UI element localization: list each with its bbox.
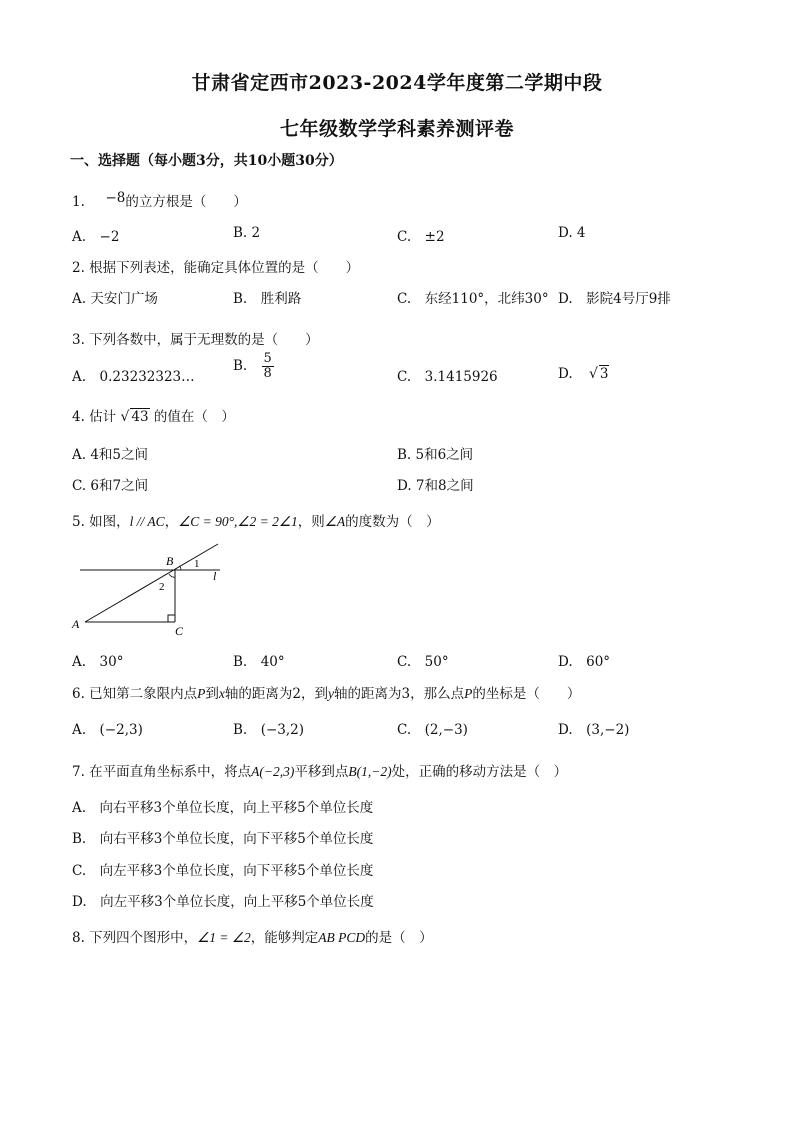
question-8-part1: 8. 下列四个图形中， [72, 930, 198, 946]
question-7-point-b: B(1,−2) [348, 764, 392, 779]
q5-geometry-figure [70, 540, 230, 640]
q1-option-c: C. ±2 [397, 229, 445, 245]
question-7-part2: 平移到点 [294, 764, 349, 780]
question-8-part3: 的是（ ） [365, 930, 433, 946]
label-c: C [175, 624, 184, 638]
paper-title-line2: 七年级数学学科素养测评卷 [279, 118, 514, 140]
label-angle-1: 1 [194, 558, 200, 570]
q6-option-c: C. (2,−3) [397, 722, 468, 738]
q4-option-b: B. 5和6之间 [397, 447, 474, 463]
question-6 [72, 682, 580, 702]
question-1-expression: −8 [105, 190, 126, 206]
q3-option-d [558, 365, 609, 382]
question-5-suffix: 的度数为（ ） [345, 514, 440, 530]
angle-1-arc-icon [179, 566, 181, 570]
q3-option-d-radicand: 3 [599, 366, 609, 382]
label-a: A [72, 617, 80, 631]
radical-sign-icon: √ [120, 409, 130, 425]
right-angle-mark-icon [168, 615, 175, 622]
q4-option-c: C. 6和7之间 [72, 478, 149, 494]
q5-option-b: B. 40° [233, 654, 285, 670]
question-1-text: 的立方根是（ ） [125, 194, 247, 210]
question-6-part3: 轴的距离为2，到 [224, 686, 329, 702]
question-7-point-a: A(−2,3) [251, 764, 295, 779]
question-6-part5: 的坐标是（ ） [472, 686, 581, 702]
q6-option-a: A. (−2,3) [72, 722, 143, 738]
question-1-number: 1. [72, 194, 85, 210]
q4-option-a: A. 4和5之间 [72, 447, 149, 463]
question-5-prefix: 5. 如图， [72, 514, 130, 530]
angle-2-arc-icon [169, 574, 175, 577]
question-6-part2: 到 [205, 686, 219, 702]
question-7-part3: 处，正确的移动方法是（ ） [391, 764, 568, 780]
q1-option-d: D. 4 [558, 225, 586, 241]
question-6-point-p: P [197, 686, 206, 701]
question-5-mid: ，则 [297, 514, 325, 530]
fraction-numerator: 5 [263, 351, 272, 366]
question-6-point-p-2: P [464, 686, 473, 701]
q3-option-b [233, 352, 274, 380]
section-heading: 一、选择题（每小题3分，共10小题30分） [70, 153, 343, 169]
q6-option-b: B. (−3,2) [233, 722, 305, 738]
q3-option-a: A. 0.23232323… [72, 369, 195, 385]
q4-option-d: D. 7和8之间 [397, 478, 474, 494]
label-line-l: l [213, 569, 217, 583]
q3-option-b-label: B. [233, 358, 248, 375]
question-2-text: 2. 根据下列表述，能确定具体位置的是（ ） [72, 260, 360, 276]
question-8-relation: AB PCD [318, 930, 366, 945]
question-3-text: 3. 下列各数中，属于无理数的是（ ） [72, 332, 319, 348]
q7-option-a: A. 向右平移3个单位长度，向上平移5个单位长度 [72, 800, 374, 816]
q3-option-d-label: D. [558, 366, 573, 382]
q5-option-c: C. 50° [397, 654, 449, 670]
q2-option-c: C. 东经110°，北纬30° [397, 291, 549, 307]
question-6-x: x [218, 686, 225, 701]
q7-option-d: D. 向左平移3个单位长度，向上平移5个单位长度 [72, 894, 374, 910]
q5-option-d: D. 60° [558, 654, 611, 670]
q3-option-b-fraction [262, 352, 274, 380]
question-6-part4: 轴的距离为3，那么点 [334, 686, 465, 702]
q2-option-a: A. 天安门广场 [72, 291, 158, 307]
label-b: B [166, 554, 174, 568]
question-1 [72, 190, 247, 210]
question-7-part1: 7. 在平面直角坐标系中，将点 [72, 764, 252, 780]
question-5-separator: ， [164, 514, 179, 530]
transversal-ab [85, 544, 218, 622]
question-7 [72, 760, 567, 780]
question-4-prefix: 4. 估计 [72, 409, 117, 425]
q5-option-a: A. 30° [72, 654, 124, 670]
question-5 [72, 510, 440, 530]
question-4-radicand: 43 [131, 409, 149, 425]
q7-option-c: C. 向左平移3个单位长度，向下平移5个单位长度 [72, 863, 374, 879]
question-6-y: y [328, 686, 335, 701]
q6-option-d: D. (3,−2) [558, 722, 630, 738]
paper-title-line1: 甘肃省定西市2023-2024学年度第二学期中段 [191, 72, 603, 94]
q1-option-a: A. −2 [72, 229, 120, 245]
q7-option-b: B. 向右平移3个单位长度，向下平移5个单位长度 [72, 831, 374, 847]
q2-option-d: D. 影院4号厅9排 [558, 291, 671, 307]
question-4 [72, 405, 235, 425]
q1-option-b: B. 2 [233, 225, 261, 241]
question-5-angle-a: ∠A [324, 514, 346, 529]
question-8 [72, 926, 433, 946]
q3-option-c: C. 3.1415926 [397, 369, 498, 385]
question-6-part1: 6. 已知第二象限内点 [72, 686, 198, 702]
question-5-condition-parallel: l // AC [129, 514, 165, 529]
q2-option-b: B. 胜利路 [233, 291, 302, 307]
radical-sign-icon: √ [588, 366, 598, 382]
fraction-denominator: 8 [263, 365, 272, 381]
question-5-condition-angles: ∠C = 90°,∠2 = 2∠1 [178, 514, 298, 529]
question-8-condition: ∠1 = ∠2 [197, 930, 251, 945]
question-8-part2: ，能够判定 [250, 930, 319, 946]
question-4-suffix: 的值在（ ） [153, 409, 235, 425]
label-angle-2: 2 [159, 581, 165, 593]
